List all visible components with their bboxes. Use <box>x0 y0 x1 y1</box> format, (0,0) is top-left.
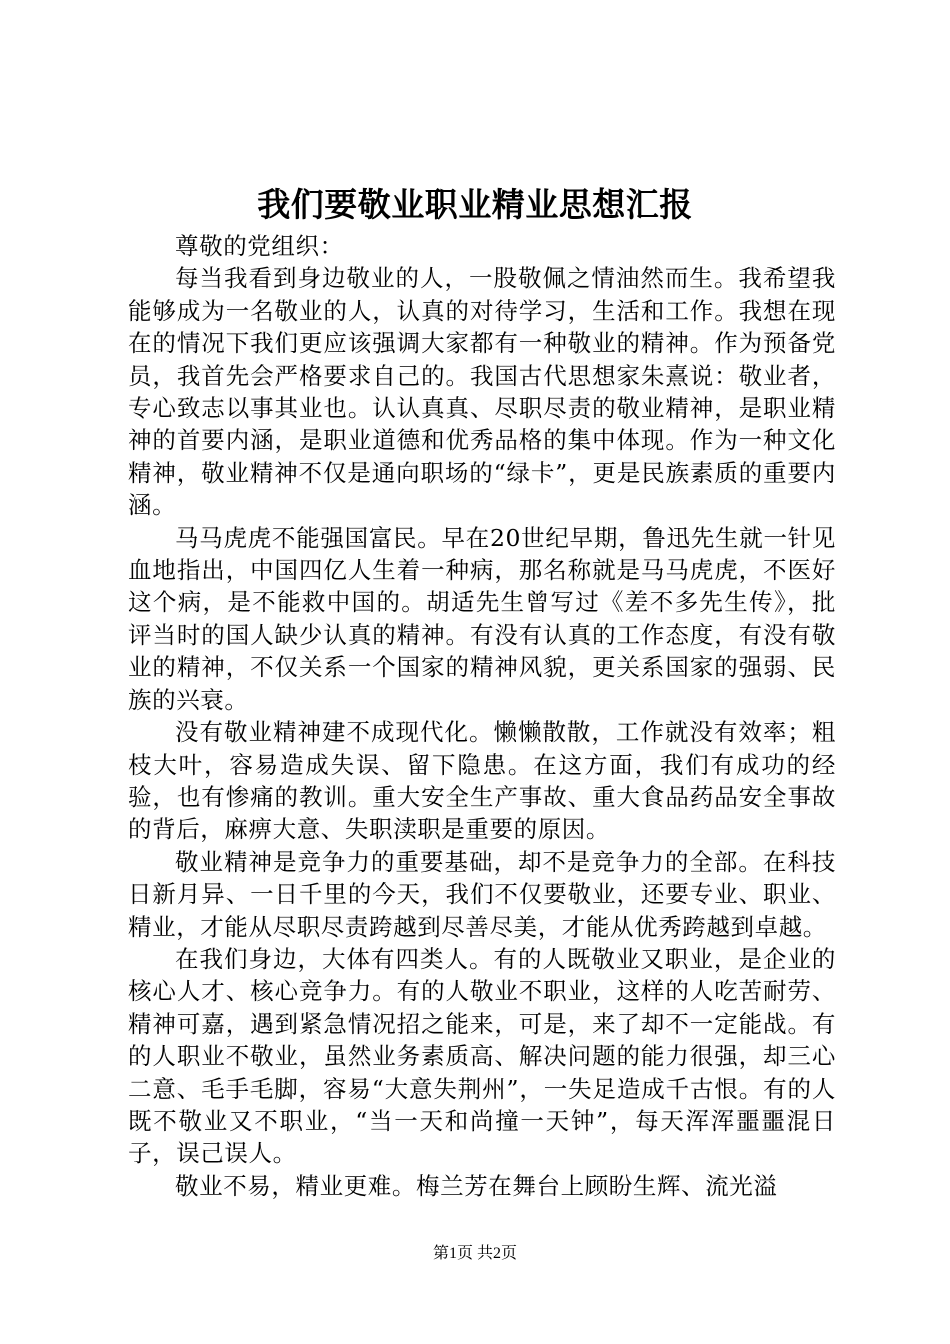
paragraph-4: 敬业精神是竞争力的重要基础，却不是竞争力的全部。在科技日新月异、一日千里的今天，我们不仅要敬业，还要专业、职业、精业，才能从尽职尽责跨越到尽善尽美，才能从优秀跨越到卓越。 <box>128 847 836 941</box>
salutation: 尊敬的党组织： <box>175 232 344 260</box>
paragraph-1: 每当我看到身边敬业的人，一股敬佩之情油然而生。我希望我能够成为一名敬业的人，认真的对待学习，生活和工作。我想在现在的情况下我们更应该强调大家都有一种敬业的精神。作为预备党员，我首先会严格要求自己的。我国古代思想家朱熹说：敬业者，专心致志以事其业也。认认真真、尽职尽责的敬业精神，是职业精神的首要内涵，是职业道德和优秀品格的集中体现。作为一种文化精神，敬业精神不仅是通向职场的“绿卡”，更是民族素质的重要内涵。 <box>128 264 836 520</box>
document-body <box>128 230 836 1202</box>
paragraph-3: 没有敬业精神建不成现代化。懒懒散散，工作就没有效率；粗枝大叶，容易造成失误、留下隐患。在这方面，我们有成功的经验，也有惨痛的教训。重大安全生产事故、重大食品药品安全事故的背后，麻痹大意、失职渎职是重要的原因。 <box>128 718 836 844</box>
page-footer: 第1页 共2页 <box>432 1245 517 1262</box>
paragraph-6: 敬业不易，精业更难。梅兰芳在舞台上顾盼生辉、流光溢 <box>175 1171 778 1200</box>
document-title: 我们要敬业职业精业思想汇报 <box>257 185 693 224</box>
paragraph-2: 马马虎虎不能强国富民。早在20世纪早期，鲁迅先生就一针见血地指出，中国四亿人生着一种病，那名称就是马马虎虎，不医好这个病，是不能救中国的。胡适先生曾写过《差不多先生传》，批评当时的国人缺少认真的精神。有没有认真的工作态度，有没有敬业的精神，不仅关系一个国家的精神风貌，更关系国家的强弱、民族的兴衰。 <box>128 523 836 714</box>
paragraph-5: 在我们身边，大体有四类人。有的人既敬业又职业，是企业的核心人才、核心竞争力。有的人敬业不职业，这样的人吃苦耐劳、精神可嘉，遇到紧急情况招之能来，可是，来了却不一定能战。有的人职业不敬业，虽然业务素质高、解决问题的能力很强，却三心二意、毛手毛脚，容易“大意失荆州”，一失足造成千古恨。有的人既不敬业又不职业，“当一天和尚撞一天钟”，每天浑浑噩噩混日子，误己误人。 <box>128 944 836 1168</box>
